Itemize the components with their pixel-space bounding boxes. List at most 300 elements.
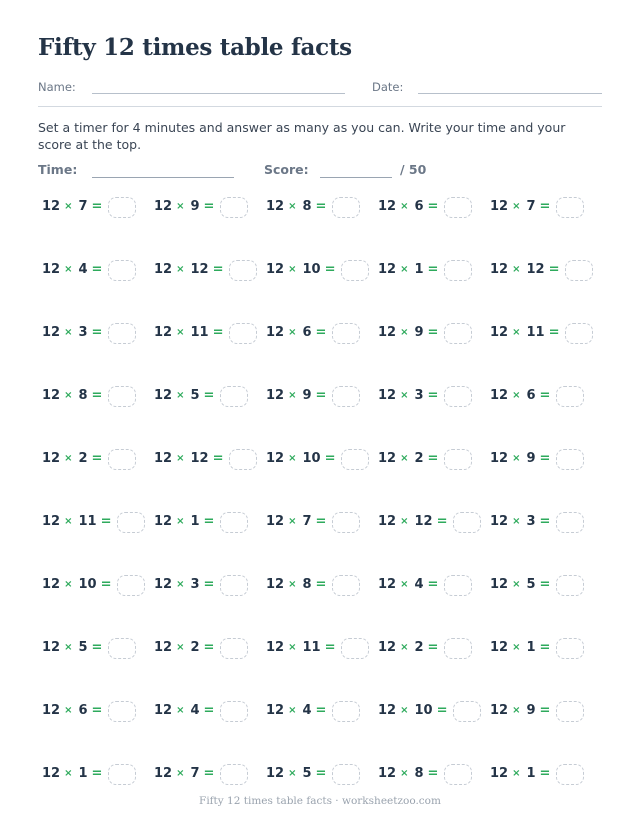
- answer-box[interactable]: [220, 764, 248, 785]
- answer-box[interactable]: [332, 323, 360, 344]
- answer-box[interactable]: [556, 701, 584, 722]
- multiplier: 1: [78, 766, 88, 781]
- multiplier: 2: [414, 640, 424, 655]
- equals-sign: =: [91, 325, 103, 340]
- equals-sign: =: [539, 199, 551, 214]
- fact-item: [490, 510, 602, 534]
- multiplicand: 12: [266, 451, 285, 466]
- time-score-row: [38, 162, 602, 180]
- multiplicand: 12: [378, 766, 397, 781]
- times-sign: ×: [512, 705, 521, 716]
- multiplier: 1: [414, 262, 424, 277]
- multiplier: 3: [78, 325, 88, 340]
- multiplicand: 12: [154, 199, 173, 214]
- fact-item: [490, 195, 602, 219]
- header-divider: [38, 106, 602, 107]
- times-sign: ×: [176, 453, 185, 464]
- equals-sign: =: [315, 703, 327, 718]
- fact-item: [266, 258, 378, 282]
- fact-row: [42, 447, 602, 510]
- multiplier: 12: [190, 262, 209, 277]
- answer-box[interactable]: [341, 638, 369, 659]
- multiplier: 1: [526, 766, 536, 781]
- equals-sign: =: [91, 388, 103, 403]
- fact-item: [266, 321, 378, 345]
- multiplicand: 12: [266, 514, 285, 529]
- footer-text: Fifty 12 times table facts · worksheetzoo.com: [199, 795, 441, 807]
- answer-box[interactable]: [444, 449, 472, 470]
- fact-row: [42, 510, 602, 573]
- times-sign: ×: [176, 264, 185, 275]
- multiplier: 6: [302, 325, 312, 340]
- multiplicand: 12: [378, 199, 397, 214]
- answer-box[interactable]: [220, 575, 248, 596]
- multiplicand: 12: [154, 703, 173, 718]
- equals-sign: =: [91, 199, 103, 214]
- equals-sign: =: [315, 388, 327, 403]
- fact-row: [42, 258, 602, 321]
- answer-box[interactable]: [453, 701, 481, 722]
- fact-item: [42, 573, 154, 597]
- equals-sign: =: [315, 766, 327, 781]
- equals-sign: =: [212, 451, 224, 466]
- times-sign: ×: [176, 201, 185, 212]
- answer-box[interactable]: [565, 260, 593, 281]
- multiplier: 7: [190, 766, 200, 781]
- times-sign: ×: [288, 390, 297, 401]
- answer-box[interactable]: [229, 449, 257, 470]
- equals-sign: =: [539, 388, 551, 403]
- multiplicand: 12: [42, 388, 61, 403]
- times-sign: ×: [512, 327, 521, 338]
- answer-box[interactable]: [556, 386, 584, 407]
- equals-sign: =: [539, 640, 551, 655]
- multiplicand: 12: [378, 640, 397, 655]
- times-sign: ×: [176, 327, 185, 338]
- name-field[interactable]: [92, 93, 345, 94]
- answer-box[interactable]: [332, 197, 360, 218]
- time-field[interactable]: [92, 177, 234, 178]
- score-field[interactable]: [320, 177, 392, 178]
- multiplier: 5: [190, 388, 200, 403]
- answer-box[interactable]: [108, 449, 136, 470]
- multiplicand: 12: [266, 199, 285, 214]
- times-sign: ×: [400, 201, 409, 212]
- equals-sign: =: [436, 514, 448, 529]
- times-sign: ×: [288, 705, 297, 716]
- answer-box[interactable]: [444, 386, 472, 407]
- equals-sign: =: [427, 388, 439, 403]
- multiplier: 9: [526, 703, 536, 718]
- multiplier: 4: [414, 577, 424, 592]
- fact-item: [154, 447, 266, 471]
- times-sign: ×: [64, 705, 73, 716]
- equals-sign: =: [203, 640, 215, 655]
- answer-box[interactable]: [332, 575, 360, 596]
- multiplicand: 12: [154, 640, 173, 655]
- multiplier: 5: [302, 766, 312, 781]
- multiplicand: 12: [42, 325, 61, 340]
- multiplier: 7: [526, 199, 536, 214]
- multiplier: 8: [302, 577, 312, 592]
- answer-box[interactable]: [556, 512, 584, 533]
- answer-box[interactable]: [108, 197, 136, 218]
- times-sign: ×: [288, 768, 297, 779]
- times-sign: ×: [400, 327, 409, 338]
- fact-row: [42, 321, 602, 384]
- score-total: / 50: [400, 162, 427, 177]
- fact-item: [378, 699, 490, 723]
- times-sign: ×: [400, 264, 409, 275]
- multiplicand: 12: [154, 451, 173, 466]
- times-sign: ×: [64, 516, 73, 527]
- multiplicand: 12: [490, 325, 509, 340]
- fact-item: [266, 510, 378, 534]
- date-label: Date:: [372, 80, 404, 94]
- fact-item: [154, 762, 266, 786]
- multiplicand: 12: [490, 577, 509, 592]
- score-label: Score:: [264, 162, 309, 177]
- multiplier: 9: [302, 388, 312, 403]
- equals-sign: =: [315, 514, 327, 529]
- multiplier: 12: [414, 514, 433, 529]
- fact-item: [154, 258, 266, 282]
- multiplier: 6: [526, 388, 536, 403]
- multiplicand: 12: [266, 703, 285, 718]
- multiplier: 9: [526, 451, 536, 466]
- multiplier: 12: [190, 451, 209, 466]
- answer-box[interactable]: [220, 386, 248, 407]
- multiplier: 2: [78, 451, 88, 466]
- fact-item: [490, 447, 602, 471]
- fact-row: [42, 573, 602, 636]
- multiplier: 3: [414, 388, 424, 403]
- times-sign: ×: [288, 453, 297, 464]
- multiplicand: 12: [490, 514, 509, 529]
- times-sign: ×: [400, 453, 409, 464]
- answer-box[interactable]: [108, 386, 136, 407]
- fact-row: [42, 195, 602, 258]
- fact-item: [154, 384, 266, 408]
- multiplicand: 12: [490, 766, 509, 781]
- answer-box[interactable]: [332, 701, 360, 722]
- multiplicand: 12: [42, 451, 61, 466]
- fact-item: [42, 195, 154, 219]
- multiplicand: 12: [266, 262, 285, 277]
- equals-sign: =: [324, 451, 336, 466]
- multiplicand: 12: [154, 325, 173, 340]
- answer-box[interactable]: [444, 323, 472, 344]
- answer-box[interactable]: [108, 638, 136, 659]
- fact-item: [378, 636, 490, 660]
- multiplier: 10: [414, 703, 433, 718]
- answer-box[interactable]: [229, 260, 257, 281]
- fact-row: [42, 699, 602, 762]
- multiplier: 10: [302, 262, 321, 277]
- times-sign: ×: [400, 768, 409, 779]
- equals-sign: =: [203, 514, 215, 529]
- multiplicand: 12: [154, 388, 173, 403]
- equals-sign: =: [548, 325, 560, 340]
- answer-box[interactable]: [556, 449, 584, 470]
- equals-sign: =: [324, 640, 336, 655]
- answer-box[interactable]: [332, 764, 360, 785]
- answer-box[interactable]: [108, 764, 136, 785]
- times-sign: ×: [176, 390, 185, 401]
- equals-sign: =: [539, 514, 551, 529]
- equals-sign: =: [539, 451, 551, 466]
- equals-sign: =: [427, 451, 439, 466]
- times-sign: ×: [64, 642, 73, 653]
- multiplier: 3: [526, 514, 536, 529]
- equals-sign: =: [315, 325, 327, 340]
- multiplier: 11: [78, 514, 97, 529]
- fact-item: [42, 321, 154, 345]
- times-sign: ×: [512, 453, 521, 464]
- answer-box[interactable]: [108, 323, 136, 344]
- times-sign: ×: [64, 579, 73, 590]
- multiplier: 7: [78, 199, 88, 214]
- answer-box[interactable]: [444, 575, 472, 596]
- multiplier: 2: [190, 640, 200, 655]
- equals-sign: =: [427, 262, 439, 277]
- multiplier: 8: [302, 199, 312, 214]
- multiplier: 6: [78, 703, 88, 718]
- equals-sign: =: [91, 262, 103, 277]
- equals-sign: =: [203, 577, 215, 592]
- times-sign: ×: [288, 264, 297, 275]
- answer-box[interactable]: [453, 512, 481, 533]
- multiplier: 8: [414, 766, 424, 781]
- fact-item: [154, 510, 266, 534]
- multiplier: 5: [526, 577, 536, 592]
- fact-item: [266, 573, 378, 597]
- multiplier: 1: [190, 514, 200, 529]
- multiplier: 4: [302, 703, 312, 718]
- fact-item: [266, 636, 378, 660]
- page-title: Fifty 12 times table facts: [38, 34, 352, 61]
- multiplier: 2: [414, 451, 424, 466]
- multiplicand: 12: [42, 640, 61, 655]
- answer-box[interactable]: [444, 197, 472, 218]
- equals-sign: =: [315, 199, 327, 214]
- equals-sign: =: [436, 703, 448, 718]
- fact-item: [490, 762, 602, 786]
- answer-box[interactable]: [444, 638, 472, 659]
- answer-box[interactable]: [117, 512, 145, 533]
- multiplicand: 12: [266, 766, 285, 781]
- answer-box[interactable]: [444, 764, 472, 785]
- fact-item: [490, 636, 602, 660]
- fact-item: [42, 510, 154, 534]
- fact-item: [378, 384, 490, 408]
- facts-grid: [42, 195, 602, 825]
- instructions-text: Set a timer for 4 minutes and answer as many as you can. Write your time and your score at the top.: [38, 120, 566, 152]
- equals-sign: =: [91, 640, 103, 655]
- answer-box[interactable]: [565, 323, 593, 344]
- times-sign: ×: [512, 201, 521, 212]
- times-sign: ×: [400, 390, 409, 401]
- fact-item: [266, 447, 378, 471]
- fact-item: [42, 258, 154, 282]
- fact-item: [154, 573, 266, 597]
- answer-box[interactable]: [220, 197, 248, 218]
- equals-sign: =: [91, 766, 103, 781]
- times-sign: ×: [176, 579, 185, 590]
- answer-box[interactable]: [556, 764, 584, 785]
- date-field[interactable]: [418, 93, 602, 94]
- answer-box[interactable]: [556, 197, 584, 218]
- answer-box[interactable]: [556, 638, 584, 659]
- times-sign: ×: [512, 579, 521, 590]
- multiplicand: 12: [42, 577, 61, 592]
- times-sign: ×: [176, 642, 185, 653]
- multiplier: 9: [414, 325, 424, 340]
- times-sign: ×: [288, 201, 297, 212]
- times-sign: ×: [288, 579, 297, 590]
- multiplier: 3: [190, 577, 200, 592]
- answer-box[interactable]: [117, 575, 145, 596]
- equals-sign: =: [427, 577, 439, 592]
- multiplicand: 12: [378, 514, 397, 529]
- multiplicand: 12: [266, 388, 285, 403]
- multiplier: 1: [526, 640, 536, 655]
- answer-box[interactable]: [108, 260, 136, 281]
- fact-item: [266, 195, 378, 219]
- fact-item: [154, 636, 266, 660]
- times-sign: ×: [288, 642, 297, 653]
- multiplicand: 12: [490, 199, 509, 214]
- multiplicand: 12: [266, 640, 285, 655]
- multiplicand: 12: [154, 514, 173, 529]
- times-sign: ×: [64, 453, 73, 464]
- multiplicand: 12: [42, 199, 61, 214]
- equals-sign: =: [539, 703, 551, 718]
- equals-sign: =: [203, 703, 215, 718]
- fact-item: [266, 762, 378, 786]
- answer-box[interactable]: [220, 512, 248, 533]
- multiplicand: 12: [378, 388, 397, 403]
- fact-row: [42, 384, 602, 447]
- multiplier: 4: [78, 262, 88, 277]
- fact-item: [42, 447, 154, 471]
- multiplier: 11: [302, 640, 321, 655]
- times-sign: ×: [64, 201, 73, 212]
- multiplier: 12: [526, 262, 545, 277]
- fact-item: [490, 321, 602, 345]
- equals-sign: =: [91, 451, 103, 466]
- fact-item: [378, 321, 490, 345]
- answer-box[interactable]: [332, 512, 360, 533]
- multiplicand: 12: [266, 325, 285, 340]
- times-sign: ×: [64, 390, 73, 401]
- multiplicand: 12: [378, 577, 397, 592]
- multiplicand: 12: [42, 703, 61, 718]
- multiplicand: 12: [154, 262, 173, 277]
- multiplicand: 12: [490, 262, 509, 277]
- answer-box[interactable]: [556, 575, 584, 596]
- equals-sign: =: [203, 388, 215, 403]
- multiplier: 8: [78, 388, 88, 403]
- fact-item: [378, 762, 490, 786]
- equals-sign: =: [548, 262, 560, 277]
- times-sign: ×: [288, 516, 297, 527]
- multiplier: 4: [190, 703, 200, 718]
- multiplicand: 12: [378, 703, 397, 718]
- name-label: Name:: [38, 80, 76, 94]
- multiplicand: 12: [266, 577, 285, 592]
- fact-item: [490, 384, 602, 408]
- fact-item: [378, 195, 490, 219]
- multiplicand: 12: [378, 262, 397, 277]
- answer-box[interactable]: [444, 260, 472, 281]
- multiplier: 11: [526, 325, 545, 340]
- multiplicand: 12: [490, 703, 509, 718]
- equals-sign: =: [212, 325, 224, 340]
- answer-box[interactable]: [332, 386, 360, 407]
- fact-item: [42, 636, 154, 660]
- times-sign: ×: [512, 768, 521, 779]
- fact-item: [42, 384, 154, 408]
- multiplier: 6: [414, 199, 424, 214]
- fact-row: [42, 636, 602, 699]
- fact-item: [490, 573, 602, 597]
- multiplier: 10: [302, 451, 321, 466]
- fact-item: [42, 699, 154, 723]
- fact-item: [154, 699, 266, 723]
- times-sign: ×: [512, 390, 521, 401]
- equals-sign: =: [315, 577, 327, 592]
- answer-box[interactable]: [341, 449, 369, 470]
- fact-item: [378, 573, 490, 597]
- fact-item: [266, 699, 378, 723]
- equals-sign: =: [100, 577, 112, 592]
- fact-row: [42, 762, 602, 825]
- times-sign: ×: [176, 516, 185, 527]
- equals-sign: =: [91, 703, 103, 718]
- multiplicand: 12: [378, 451, 397, 466]
- fact-item: [266, 384, 378, 408]
- times-sign: ×: [400, 642, 409, 653]
- answer-box[interactable]: [229, 323, 257, 344]
- answer-box[interactable]: [220, 638, 248, 659]
- equals-sign: =: [324, 262, 336, 277]
- multiplicand: 12: [378, 325, 397, 340]
- times-sign: ×: [288, 327, 297, 338]
- times-sign: ×: [512, 264, 521, 275]
- equals-sign: =: [203, 199, 215, 214]
- equals-sign: =: [100, 514, 112, 529]
- answer-box[interactable]: [108, 701, 136, 722]
- fact-item: [154, 321, 266, 345]
- answer-box[interactable]: [220, 701, 248, 722]
- times-sign: ×: [64, 264, 73, 275]
- multiplicand: 12: [42, 514, 61, 529]
- times-sign: ×: [64, 327, 73, 338]
- equals-sign: =: [427, 640, 439, 655]
- equals-sign: =: [427, 325, 439, 340]
- fact-item: [378, 447, 490, 471]
- times-sign: ×: [512, 642, 521, 653]
- times-sign: ×: [400, 705, 409, 716]
- times-sign: ×: [400, 516, 409, 527]
- multiplier: 11: [190, 325, 209, 340]
- times-sign: ×: [176, 705, 185, 716]
- equals-sign: =: [539, 766, 551, 781]
- equals-sign: =: [203, 766, 215, 781]
- multiplicand: 12: [154, 577, 173, 592]
- answer-box[interactable]: [341, 260, 369, 281]
